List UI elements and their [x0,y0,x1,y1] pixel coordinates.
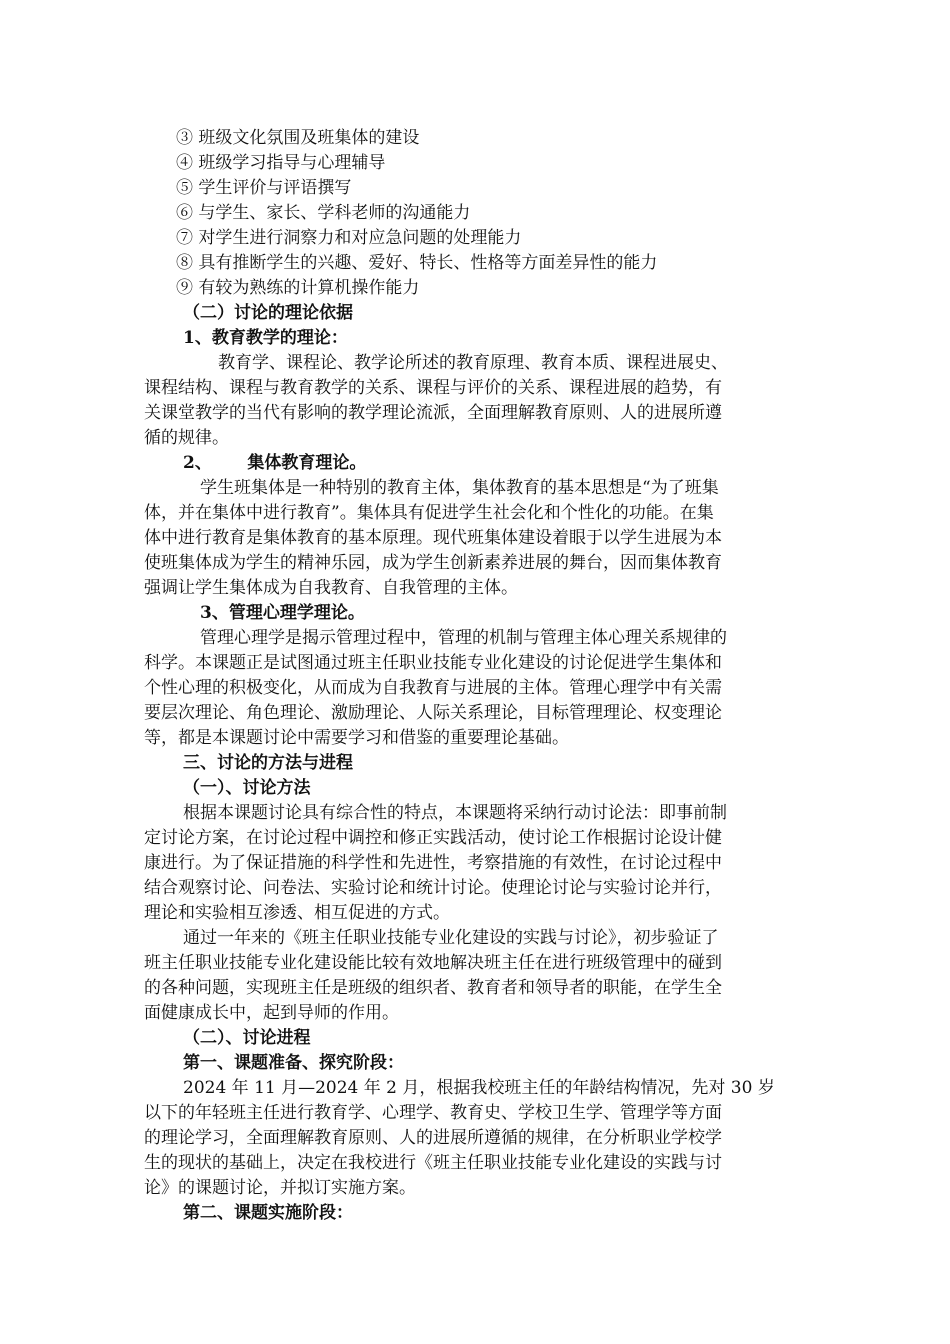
paragraph-line: 2024 年 11 月—2024 年 2 月，根据我校班主任的年龄结构情况，先对 30 岁 [183,1078,775,1098]
section-heading: （二）讨论的理论依据 [183,303,353,323]
list-item: ⑥ 与学生、家长、学科老师的沟通能力 [176,203,471,223]
paragraph-line: 管理心理学是揭示管理过程中，管理的机制与管理主体心理关系规律的 [200,628,727,648]
list-item: ⑤ 学生评价与评语撰写 [176,178,352,198]
paragraph-line: 的各种问题，实现班主任是班级的组织者、教育者和领导者的职能，在学生全 [144,978,722,998]
paragraph-line: 结合观察讨论、问卷法、实验讨论和统计讨论。使理论讨论与实验讨论并行， [144,878,722,898]
paragraph-line: 关课堂教学的当代有影响的教学理论流派，全面理解教育原则、人的进展所遵 [144,403,722,423]
paragraph-line: 体，并在集体中进行教育”。集体具有促进学生社会化和个性化的功能。在集 [144,503,714,523]
subsection-heading: 1、教育教学的理论： [183,328,348,348]
list-item: ③ 班级文化氛围及班集体的建设 [176,128,420,148]
paragraph-line: 理论和实验相互渗透、相互促进的方式。 [144,903,450,923]
list-item: ④ 班级学习指导与心理辅导 [176,153,386,173]
paragraph-line: 根据本课题讨论具有综合性的特点，本课题将采纳行动讨论法：即事前制 [183,803,727,823]
subsection-heading: 第一、课题准备、探究阶段： [183,1053,404,1073]
subsection-heading: （二）、讨论进程 [183,1028,311,1048]
paragraph-line: 等，都是本课题讨论中需要学习和借鉴的重要理论基础。 [144,728,569,748]
paragraph-line: 的理论学习，全面理解教育原则、人的进展所遵循的规律，在分析职业学校学 [144,1128,722,1148]
paragraph-line: 强调让学生集体成为自我教育、自我管理的主体。 [144,578,518,598]
section-heading: 三、讨论的方法与进程 [183,753,353,773]
paragraph-line: 论》的课题讨论，并拟订实施方案。 [144,1178,416,1198]
paragraph-line: 使班集体成为学生的精神乐园，成为学生创新素养进展的舞台，因而集体教育 [144,553,722,573]
paragraph-line: 面健康成长中，起到导师的作用。 [144,1003,399,1023]
paragraph-line: 定讨论方案，在讨论过程中调控和修正实践活动，使讨论工作根据讨论设计健 [144,828,722,848]
paragraph-line: 科学。本课题正是试图通过班主任职业技能专业化建设的讨论促进学生集体和 [144,653,722,673]
subsection-heading: 3、管理心理学理论。 [200,603,365,623]
paragraph-line: 学生班集体是一种特别的教育主体，集体教育的基本思想是“为了班集 [200,478,719,498]
paragraph-line: 要层次理论、角色理论、激励理论、人际关系理论，目标管理理论、权变理论 [144,703,722,723]
list-item: ⑧ 具有推断学生的兴趣、爱好、特长、性格等方面差异性的能力 [176,253,658,273]
paragraph-line: 通过一年来的《班主任职业技能专业化建设的实践与讨论》，初步验证了 [183,928,719,948]
paragraph-line: 循的规律。 [144,428,229,448]
list-item: ⑦ 对学生进行洞察力和对应急问题的处理能力 [176,228,522,248]
paragraph-line: 康进行。为了保证措施的科学性和先进性，考察措施的有效性，在讨论过程中 [144,853,722,873]
list-item: ⑨ 有较为熟练的计算机操作能力 [176,278,420,298]
paragraph-line: 课程结构、课程与教育教学的关系、课程与评价的关系、课程进展的趋势，有 [144,378,722,398]
subsection-heading: 2、 集体教育理论。 [183,453,367,473]
paragraph-line: 个性心理的积极变化，从而成为自我教育与进展的主体。管理心理学中有关需 [144,678,722,698]
subsection-heading: （一）、讨论方法 [183,778,311,798]
paragraph-line: 体中进行教育是集体教育的基本原理。现代班集体建设着眼于以学生进展为本 [144,528,722,548]
subsection-heading: 第二、课题实施阶段： [183,1203,353,1223]
paragraph-line: 以下的年轻班主任进行教育学、心理学、教育史、学校卫生学、管理学等方面 [144,1103,722,1123]
paragraph-line: 班主任职业技能专业化建设能比较有效地解决班主任在进行班级管理中的碰到 [144,953,722,973]
paragraph-line: 教育学、课程论、教学论所述的教育原理、教育本质、课程进展史、 [218,353,728,373]
paragraph-line: 生的现状的基础上，决定在我校进行《班主任职业技能专业化建设的实践与讨 [144,1153,722,1173]
